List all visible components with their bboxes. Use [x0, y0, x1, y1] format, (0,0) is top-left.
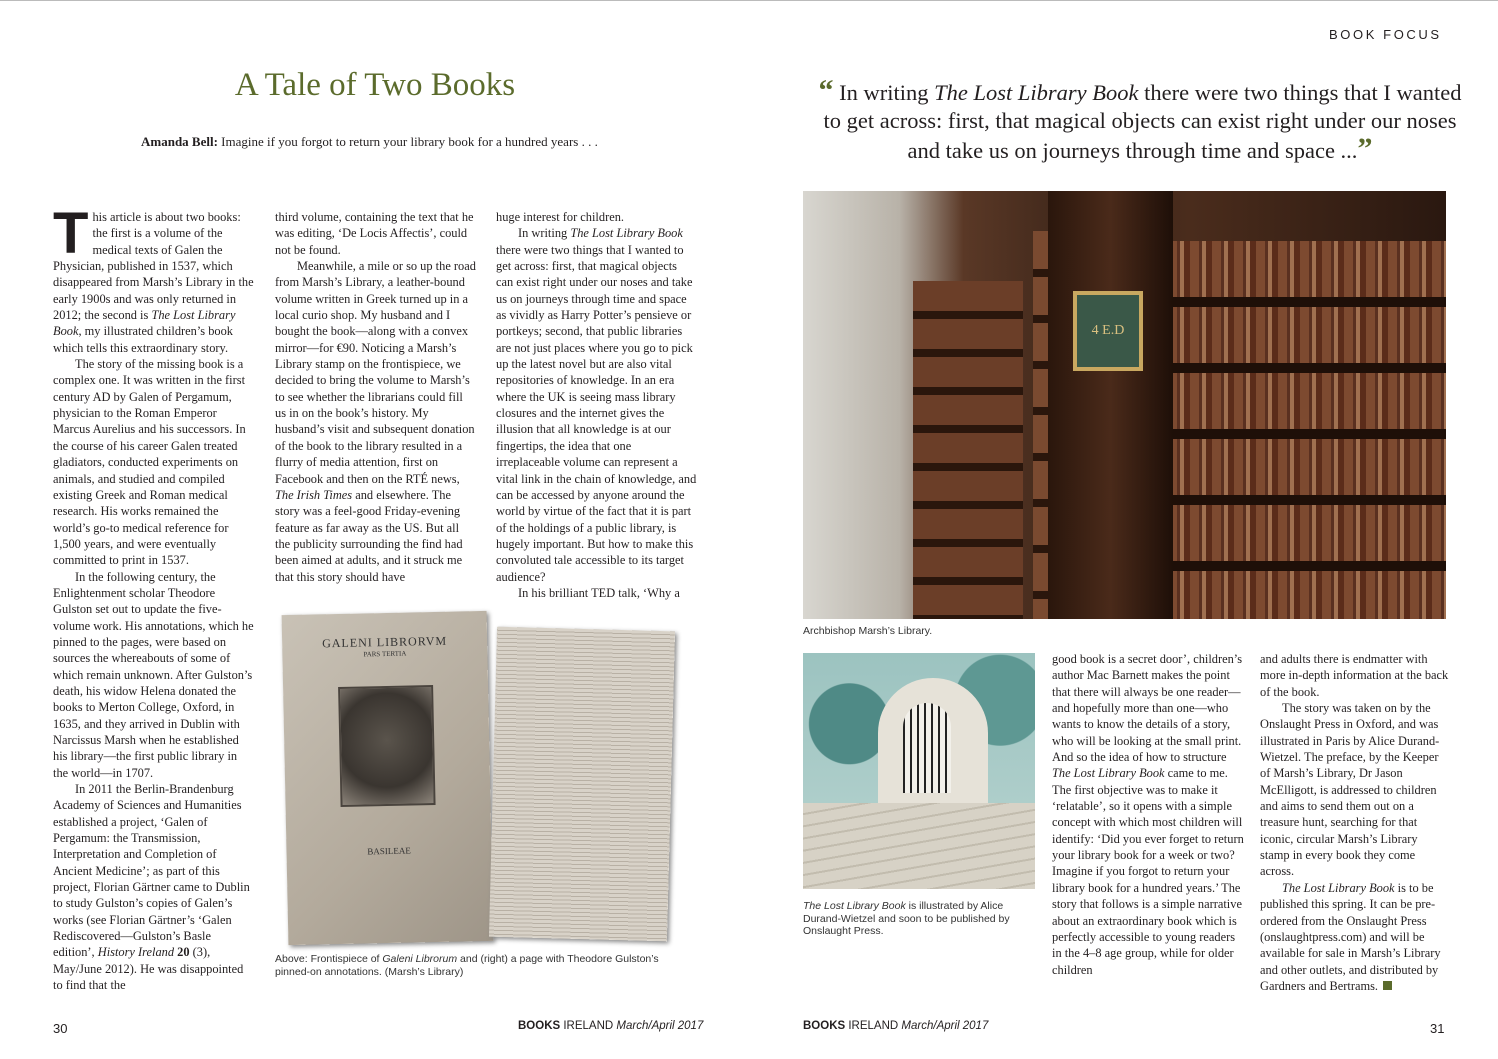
paragraph-text: In 2011 the Berlin-Brandenburg Academy of Sciences and Humanities established a project, ‘Galen of Pergamum: the Transmission, Interpretation and Completion of Ancient Medicine’; as part of this project, Florian Gärtner came to Dublin to study Gulston’s copies of Galen’s works (see Florian Gärtner’s ‘Galen Rediscovered—Gulston’s Basle edition’,: [53, 782, 250, 960]
paragraph-text: third volume, containing the text that he was editing, ‘De Locis Affectis’, could not be found.: [275, 210, 474, 257]
paragraph-text: good book is a secret door’, children’s author Mac Barnett makes the point that there will always be one reader—and hopefully more than one—who wants to know the details of a story, who will be looking at the small print. And so the idea of how to structure: [1052, 652, 1243, 765]
galen-caption: [275, 953, 675, 978]
page-number-right: 31: [1430, 1021, 1445, 1036]
paragraph: [275, 258, 476, 585]
article-column-5: [1260, 651, 1450, 994]
paragraph-text: and elsewhere. The story was a feel-good Friday-evening feature as far away as the US. But all the publicity surrounding the find had been aimed at adults, and it struck me that this story should have: [275, 487, 463, 584]
paragraph-text: The Irish Times: [275, 487, 353, 502]
close-quote-mark: ”: [1357, 132, 1373, 165]
quote-pre: In writing: [833, 80, 935, 105]
stairs: [803, 803, 1035, 889]
open-quote-mark: “: [818, 74, 834, 107]
annotated-page: [489, 627, 675, 942]
paragraph: [53, 356, 254, 568]
footer-issue: March/April 2017: [901, 1020, 989, 1032]
paragraph-text: History Ireland: [97, 945, 175, 960]
footer-brand: BOOKS: [518, 1020, 561, 1032]
paragraph-text: came to me. The first objective was to make it ‘relatable’, so it opens with a simple concept with which most children will identify: ‘Did you ever forget to return your library book for a week or two? Imagine if you forgot to return your library book for a hundred years.’ The story that follows is a simple narrative about an extraordinary book which is perfectly accessible to young readers in the 4–8 age group, while for older children: [1052, 766, 1244, 977]
paragraph-text: The story was taken on by the Onslaught Press in Oxford, and was illustrated in Paris by Alice Durand-Wietzel. The preface, by the Keeper of Marsh’s Library, Dr Jason McElligott, is addressed to children and aims to send them out on a treasure hunt, searching for that iconic, circular Marsh’s Library stamp in every book they come across.: [1260, 701, 1440, 879]
caption-italic: Galeni Librorum: [382, 953, 458, 965]
article-column-4: [1052, 651, 1244, 978]
footer-brand: IRELAND: [845, 1020, 902, 1032]
paragraph-text: In writing: [518, 226, 571, 241]
galen-city: BASILEAE: [367, 845, 411, 857]
footer-brand: BOOKS: [803, 1020, 846, 1032]
caption-text: is illustrated by Alice Durand-Wietzel and soon to be published by Onslaught Press.: [803, 900, 1010, 937]
caption-text: and (right) a page with Theodore Gulston’s pinned-on annotations. (Marsh’s Library): [275, 953, 659, 978]
byline-author: Amanda Bell:: [141, 134, 218, 149]
frontispiece-page: [282, 611, 494, 945]
quote-italic: The Lost Library Book: [934, 80, 1139, 105]
bookshelf-far: [913, 281, 1023, 619]
page-number-left: 30: [53, 1021, 68, 1036]
woodcut-emblem: [338, 685, 435, 807]
paragraph-text: The Lost Library Book: [1282, 880, 1395, 895]
end-mark-icon: [1383, 981, 1392, 990]
paragraph-text: The Lost Library Book: [570, 226, 683, 241]
byline-text: Imagine if you forgot to return your library book for a hundred years . . .: [217, 134, 598, 149]
shelf-lines: [1168, 241, 1446, 619]
paragraph-text: The Lost Library Book: [53, 308, 236, 339]
footer-magazine-left: [518, 1020, 703, 1032]
paragraph: [496, 225, 697, 585]
pull-quote: [815, 74, 1465, 165]
section-label: BOOK FOCUS: [1329, 27, 1442, 42]
paragraph: [53, 781, 254, 993]
footer-brand: IRELAND: [560, 1020, 617, 1032]
paragraph-text: Meanwhile, a mile or so up the road from Marsh’s Library, a leather-bound volume written in Greek turned up in a local curio shop. My husband and I bought the book—along with a convex mirror—for €90. Noticing a Marsh’s Library stamp on the frontispiece, we decided to bring the volume to Marsh’s to see whether the librarians could fill us in on the book’s history. My husband’s visit and subsequent donation of the book to the library resulted in a flurry of media attention, first on Facebook and then on the RTÉ news,: [275, 259, 476, 486]
paragraph: [53, 201, 254, 356]
illustration-caption: [803, 900, 1028, 938]
paragraph: [1260, 880, 1450, 994]
marsh-library-photo: [803, 191, 1446, 619]
iron-gate: [903, 703, 951, 793]
paragraph: [496, 209, 697, 225]
article-column-1: [53, 201, 254, 994]
galen-book-photo: [283, 611, 675, 947]
paragraph-text: , my illustrated children’s book which tells this extraordinary story.: [53, 324, 233, 355]
paragraph-text: 20: [174, 945, 190, 960]
paragraph: [1260, 651, 1450, 700]
article-column-3: [496, 209, 697, 601]
paragraph-text: (3), May/June 2012). He was disappointed to find that the: [53, 945, 244, 993]
pillar: [1048, 191, 1173, 619]
paragraph-text: In the following century, the Enlightenment scholar Theodore Gulston set out to update the five-volume work. His annotations, which he pinned to the pages, were based on sources the whereabouts of some of which remain unknown. After Gulston’s death, his widow Helena donated the books to Merton College, Oxford, in 1635, and they arrived in Dublin with Narcissus Marsh when he established his library—the first public library in the world—in 1707.: [53, 569, 254, 780]
quote-post: there were two things that I wanted to get across: first, that magical objects can exist right under our noses and take us on journeys through time and space ...: [823, 80, 1462, 163]
paragraph: [53, 569, 254, 781]
paragraph: [275, 209, 476, 258]
paragraph: [1260, 700, 1450, 880]
paragraph-text: The story of the missing book is a complex one. It was written in the first century AD by Galen of Pergamum, physician to the Roman Emperor Marcus Aurelius and his successors. In the course of his career Galen treated gladiators, conducted experiments on animals, and studied and compiled existing Greek and Roman medical research. His works remained the world’s go-to medical reference for 1,500 years, and were eventually committed to print in 1537.: [53, 357, 246, 568]
paragraph-text: The Lost Library Book: [1052, 766, 1165, 781]
library-caption: Archbishop Marsh’s Library.: [803, 625, 933, 637]
caption-text: Above: Frontispiece of: [275, 953, 383, 965]
lost-library-illustration: [803, 653, 1035, 889]
paragraph-text: In his brilliant TED talk, ‘Why a: [518, 585, 680, 600]
footer-issue: March/April 2017: [616, 1020, 704, 1032]
byline: [141, 134, 598, 150]
paragraph: [496, 585, 697, 601]
paragraph-text: and adults there is endmatter with more in-depth information at the back of the book.: [1260, 652, 1449, 699]
paragraph-text: his article is about two books: the first is a volume of the medical texts of Galen the Physician, published in 1537, which disappeared from Marsh’s Library in the early 1900s and was only returned in 2012; the second is: [53, 210, 254, 323]
galen-sub: PARS TERTIA: [363, 649, 407, 659]
caption-italic: The Lost Library Book: [803, 900, 906, 912]
paragraph-text: is to be published this spring. It can be pre-ordered from the Onslaught Press (onslaughtpress.com) and will be available for sale in Marsh’s Library and other outlets, and distributed by Gardners and Bertrams.: [1260, 880, 1441, 993]
paragraph: [1052, 651, 1244, 978]
article-column-2: [275, 209, 476, 585]
drop-cap: T: [53, 201, 89, 266]
footer-magazine-right: [803, 1020, 988, 1032]
article-title: A Tale of Two Books: [234, 67, 516, 103]
banner-flag: 4 E.D: [1073, 291, 1143, 371]
paragraph-text: huge interest for children.: [496, 210, 624, 224]
galen-title: GALENI LIBRORVM: [321, 633, 448, 651]
paragraph-text: there were two things that I wanted to get across: first, that magical objects can exist right under our noses and take us on journeys through time and space as vividly as Harry Potter’s pensieve or portkeys; second, that public libraries are not just places where you go to pick up the latest novel but are also vital repositories of knowledge. In an era where the UK is seeing mass library closures and the internet gives the illusion that all knowledge is at our fingertips, the idea that one irreplaceable volume can represent a vital link in the chain of knowledge, and can be accessed by anyone around the world by virtue of the fact that it is part of the holdings of a public library, is hugely important. But how to make this convoluted tale accessible to its target audience?: [496, 242, 697, 584]
